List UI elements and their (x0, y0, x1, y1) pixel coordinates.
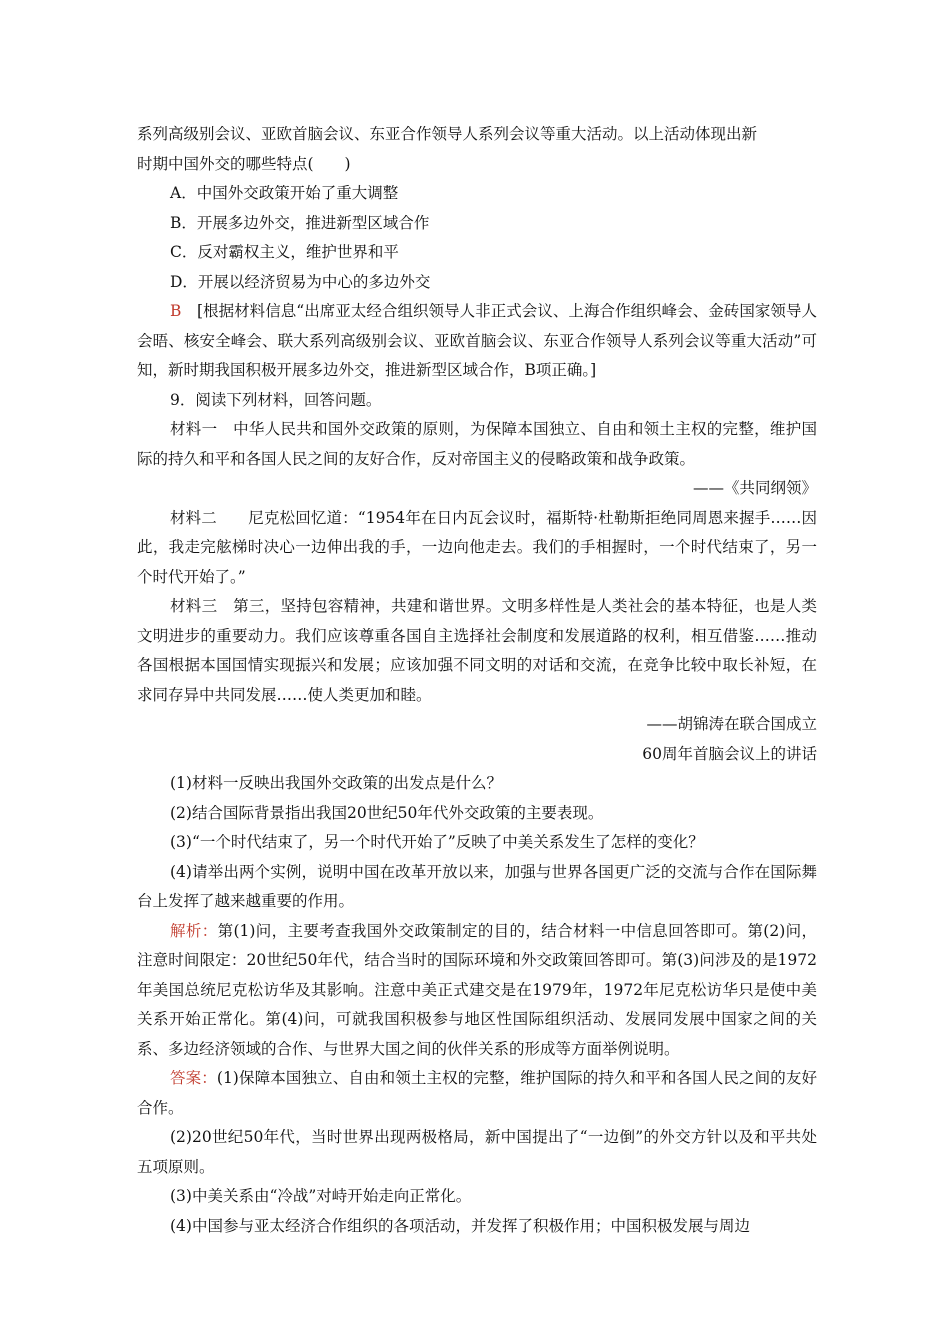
document-page (137, 120, 817, 1241)
q9-question-3: (3)“一个时代结束了，另一个时代开始了”反映了中美关系发生了怎样的变化？ (170, 833, 704, 851)
q8-answer-explanation (137, 297, 817, 386)
q8-option-b: B．开展多边外交，推进新型区域合作 (170, 213, 430, 232)
q8-option-d: D．开展以经济贸易为中心的多边外交 (170, 272, 431, 291)
q9-material-2: 材料二 尼克松回忆道：“1954年在日内瓦会议时，福斯特·杜勒斯拒绝同周恩来握手……因此，我走完舷梯时决心一边伸出我的手，一边向他走去。我们的手相握时，一个时代结束了，另一个时代开始了。” (137, 508, 817, 586)
q9-question-1: (1)材料一反映出我国外交政策的出发点是什么？ (170, 774, 502, 792)
q9-question-2: (2)结合国际背景指出我国20世纪50年代外交政策的主要表现。 (170, 803, 604, 822)
answer-1-text: (1)保障本国独立、自由和领土主权的完整，维护国际的持久和平和各国人民之间的友好合作。 (137, 1069, 817, 1117)
q9-answer-1 (137, 1064, 817, 1123)
q9-material-3: 材料三 第三，坚持包容精神，共建和谐世界。文明多样性是人类社会的基本特征，也是人类文明进步的重要动力。我们应该尊重各国自主选择社会制度和发展道路的权利，相互借鉴……推动各国根据本国国情实现振兴和发展；应该加强不同文明的对话和交流，在竞争比较中取长补短，在求同存异中共同发展……使人类更加和睦。 (137, 597, 817, 704)
q8-option-a: A．中国外交政策开始了重大调整 (170, 184, 399, 202)
q8-option-c: C．反对霸权主义，维护世界和平 (170, 243, 399, 261)
q9-answer-2: (2)20世纪50年代，当时世界出现两极格局，新中国提出了“一边倒”的外交方针以及和平共处五项原则。 (137, 1128, 817, 1176)
q8-answer-letter: B (170, 302, 182, 320)
q9-question-4: (4)请举出两个实例，说明中国在改革开放以来，加强与世界各国更广泛的交流与合作在国际舞台上发挥了越来越重要的作用。 (137, 862, 817, 910)
q9-intro: 9．阅读下列材料，回答问题。 (170, 390, 382, 409)
q9-material-3-source-line1: ——胡锦涛在联合国成立 (646, 715, 817, 733)
analysis-text: 第(1)问，主要考查我国外交政策制定的目的，结合材料一中信息回答即可。第(2)问，注意时间限定：20世纪50年代，结合当时的国际环境和外交政策回答即可。第(3)问涉及的是1972年美国总统尼克松访华及其影响。注意中美正式建交是在1979年，1972年尼克松访华只是使中美关系开始正常化。第(4)问，可就我国积极参与地区性国际组织活动、发展同发展中国家之间的关系、多边经济领域的合作、与世界大国之间的伙伴关系的形成等方面举例说明。 (137, 921, 817, 1058)
q8-stem-line1: 系列高级别会议、亚欧首脑会议、东亚合作领导人系列会议等重大活动。以上活动体现出新 (137, 125, 758, 143)
q9-answer-4: (4)中国参与亚太经济合作组织的各项活动，并发挥了积极作用；中国积极发展与周边 (170, 1216, 750, 1235)
answer-label: 答案： (170, 1069, 217, 1087)
q9-material-1: 材料一 中华人民共和国外交政策的原则，为保障本国独立、自由和领土主权的完整，维护国际的持久和平和各国人民之间的友好合作，反对帝国主义的侵略政策和战争政策。 (137, 420, 817, 468)
q9-analysis (137, 917, 817, 1065)
q9-material-1-source: ——《共同纲领》 (692, 479, 817, 497)
analysis-label: 解析： (170, 921, 218, 940)
q8-stem-line2: 时期中国外交的哪些特点( ) (137, 154, 351, 173)
q9-material-3-source (137, 710, 817, 769)
q9-material-3-source-line2: 60周年首脑会议上的讲话 (642, 744, 817, 763)
q8-stem (137, 120, 817, 179)
q8-answer-text: [根据材料信息“出席亚太经合组织领导人非正式会议、上海合作组织峰会、金砖国家领导人会晤、核安全峰会、联大系列高级别会议、亚欧首脑会议、东亚合作领导人系列会议等重大活动”可知，新时期我国积极开展多边外交，推进新型区域合作，B项正确。] (137, 302, 817, 379)
q9-answer-3: (3)中美关系由“冷战”对峙开始走向正常化。 (170, 1187, 472, 1205)
